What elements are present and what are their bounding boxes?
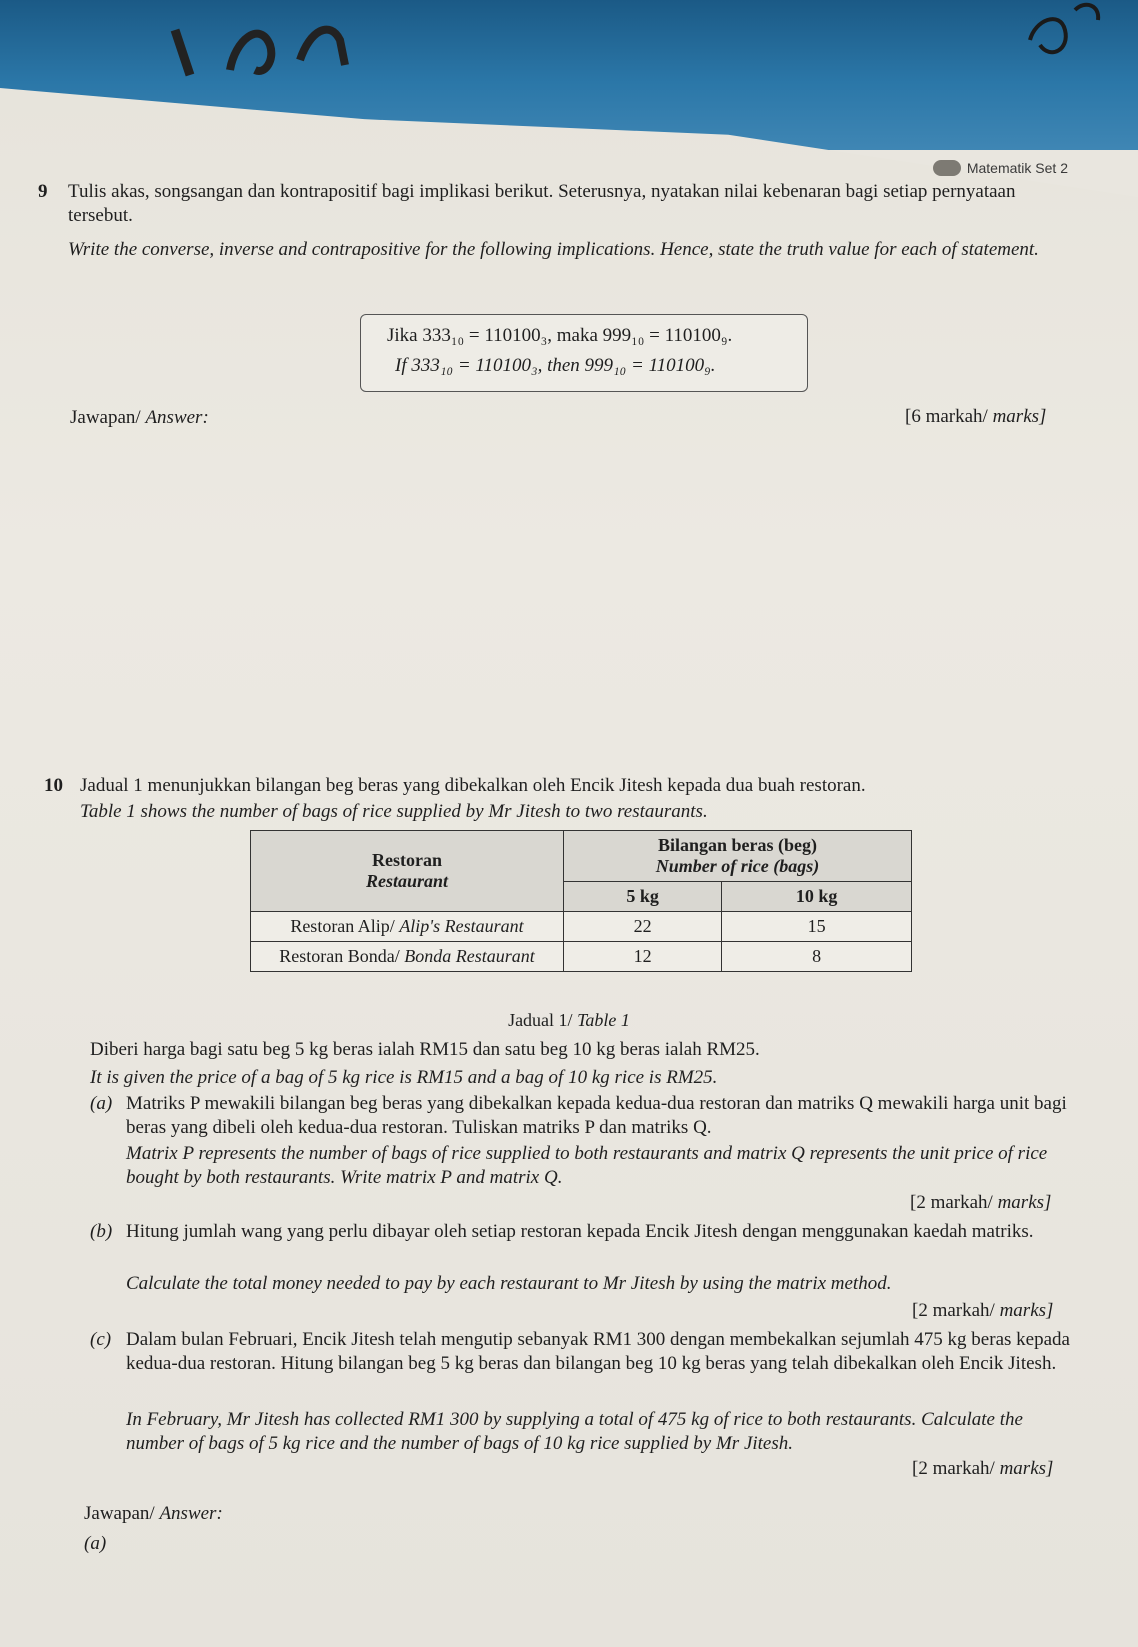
marks-english: marks] bbox=[999, 1300, 1054, 1321]
part-a-marks bbox=[910, 1192, 1051, 1214]
q9-text-malay: Tulis akas, songsangan dan kontrapositif bagi implikasi berikut. Seterusnya, nyatakan nilai kebenaran bagi setiap pernyataan tersebut. bbox=[68, 181, 1016, 226]
q9-statement-english: If 333₁₀ = 110100₃, then 999₁₀ = 110100₉. bbox=[395, 355, 716, 376]
header-brand: Matematik Set 2 bbox=[966, 160, 1068, 176]
bags-header bbox=[564, 831, 912, 882]
restaurant-name-english: Bonda Restaurant bbox=[404, 946, 535, 966]
restaurant-header-malay: Restoran bbox=[372, 850, 442, 870]
part-c-marks bbox=[912, 1458, 1053, 1480]
restaurant-name-malay: Restoran Alip/ bbox=[290, 916, 395, 936]
part-b-malay: Hitung jumlah wang yang perlu dibayar oleh setiap restoran kepada Encik Jitesh dengan menggunakan kaedah matriks. bbox=[126, 1221, 1034, 1242]
q10-number: 10 bbox=[44, 775, 63, 796]
marks-malay: [2 markah/ bbox=[910, 1192, 993, 1213]
part-c-english: In February, Mr Jitesh has collected RM1 300 by supplying a total of 475 kg of rice to both restaurants. Calculate the number of bags of 5 kg rice and the number of bags of 10 kg rice supplied by Mr Jitesh. bbox=[126, 1409, 1023, 1454]
part-b-label: (b) bbox=[90, 1221, 113, 1242]
publisher-logo-icon bbox=[933, 160, 961, 176]
q10-intro-english: Table 1 shows the number of bags of rice supplied by Mr Jitesh to two restaurants. bbox=[80, 801, 708, 822]
rice-table bbox=[250, 830, 912, 972]
marks-english: marks] bbox=[997, 1192, 1052, 1213]
table-header-row bbox=[251, 831, 912, 882]
marks-english: marks] bbox=[992, 406, 1047, 427]
answer-label-malay: Jawapan/ bbox=[84, 1503, 155, 1524]
marks-malay: [2 markah/ bbox=[912, 1458, 995, 1479]
table-caption bbox=[0, 1010, 1138, 1031]
marks-malay: [6 markah/ bbox=[905, 406, 988, 427]
scribble-stroke bbox=[1030, 19, 1066, 52]
restaurant-name-english: Alip's Restaurant bbox=[399, 916, 524, 936]
marks-malay: [2 markah/ bbox=[912, 1300, 995, 1321]
given-malay: Diberi harga bagi satu beg 5 kg beras ialah RM15 dan satu beg 10 kg beras ialah RM25. bbox=[90, 1039, 760, 1060]
restaurant-header-english: Restaurant bbox=[365, 871, 449, 891]
answer-part-a-label: (a) bbox=[84, 1533, 107, 1554]
q10-intro-malay: Jadual 1 menunjukkan bilangan beg beras yang dibekalkan oleh Encik Jitesh kepada dua buah restoran. bbox=[80, 775, 866, 796]
q9-statement-box bbox=[360, 314, 808, 392]
scribble-stroke bbox=[300, 30, 345, 65]
part-b-english: Calculate the total money needed to pay by each restaurant to Mr Jitesh by using the matrix method. bbox=[126, 1273, 892, 1294]
q10-answer-label bbox=[84, 1502, 223, 1526]
answer-label-malay: Jawapan/ bbox=[70, 407, 141, 428]
cell-5kg: 22 bbox=[564, 912, 722, 942]
restaurant-header bbox=[251, 831, 564, 912]
cell-10kg: 8 bbox=[722, 942, 912, 972]
part-a-label: (a) bbox=[90, 1093, 113, 1114]
part-b-marks bbox=[912, 1300, 1053, 1322]
subheader-10kg: 10 kg bbox=[722, 882, 912, 912]
table-row bbox=[251, 912, 912, 942]
table-row bbox=[251, 942, 912, 972]
part-a-malay: Matriks P mewakili bilangan beg beras yang dibekalkan kepada kedua-dua restoran dan matriks Q mewakili harga unit bagi beras yang dibeli oleh kedua-dua restoran. Tuliskan matriks P dan matriks Q. bbox=[126, 1093, 1067, 1138]
answer-label-english: Answer: bbox=[145, 407, 209, 428]
marks-english: marks] bbox=[999, 1458, 1054, 1479]
restaurant-name-malay: Restoran Bonda/ bbox=[279, 946, 400, 966]
part-c-label: (c) bbox=[90, 1329, 112, 1350]
scribble-stroke bbox=[1075, 5, 1098, 20]
bags-header-malay: Bilangan beras (beg) bbox=[657, 835, 817, 855]
q9-answer-label bbox=[70, 406, 209, 430]
page-header bbox=[933, 160, 1068, 176]
cell-5kg: 12 bbox=[564, 942, 722, 972]
restaurant-name bbox=[251, 942, 564, 972]
q9-number: 9 bbox=[38, 181, 48, 202]
bags-header-english: Number of rice (bags) bbox=[655, 856, 820, 876]
q9-statement-malay: Jika 333₁₀ = 110100₃, maka 999₁₀ = 110100₉. bbox=[387, 325, 733, 346]
part-a-english: Matrix P represents the number of bags of rice supplied to both restaurants and matrix Q represents the unit price of rice bought by both restaurants. Write matrix P and matrix Q. bbox=[126, 1143, 1048, 1188]
given-english: It is given the price of a bag of 5 kg rice is RM15 and a bag of 10 kg rice is RM25. bbox=[90, 1067, 718, 1088]
answer-label-english: Answer: bbox=[159, 1503, 223, 1524]
restaurant-name bbox=[251, 912, 564, 942]
q9-marks bbox=[905, 406, 1046, 428]
part-c-malay: Dalam bulan Februari, Encik Jitesh telah mengutip sebanyak RM1 300 dengan membekalkan sejumlah 475 kg beras kepada kedua-dua restoran. Hitung bilangan beg 5 kg beras dan bilangan beg 10 kg beras yang telah dibekalkan oleh Encik Jitesh. bbox=[126, 1329, 1070, 1374]
caption-english: Table 1 bbox=[577, 1010, 630, 1030]
q9-text-english: Write the converse, inverse and contrapositive for the following implications. Hence, state the truth value for each of statement. bbox=[68, 239, 1039, 260]
subheader-5kg: 5 kg bbox=[564, 882, 722, 912]
cell-10kg: 15 bbox=[722, 912, 912, 942]
caption-malay: Jadual 1/ bbox=[508, 1010, 573, 1030]
scribble-stroke bbox=[175, 30, 190, 75]
scribble-stroke bbox=[230, 34, 271, 71]
